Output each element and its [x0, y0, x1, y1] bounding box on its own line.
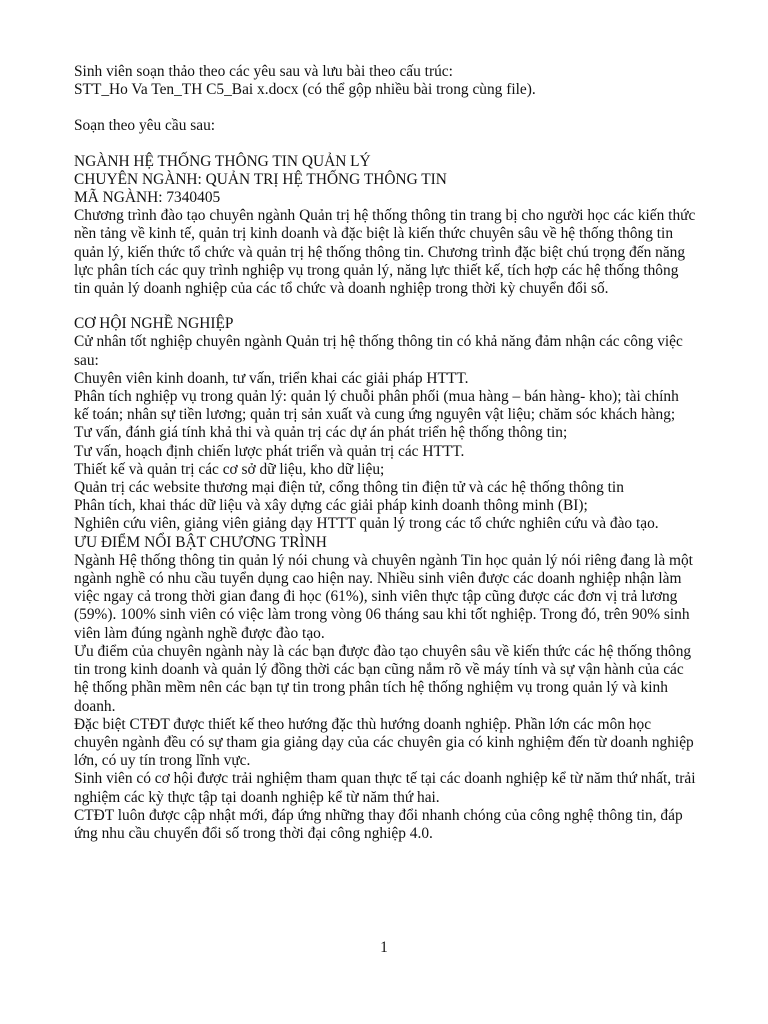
document-body [74, 63, 696, 843]
highlight-paragraph: Đặc biệt CTĐT được thiết kế theo hướng đặc thù hướng doanh nghiệp. Phần lớn các môn học chuyên ngành đều có sự tham gia giảng dạy của các chuyên gia có kinh nghiệm đến từ doanh nghiệp lớn, có uy tín trong lĩnh vực. [74, 715, 694, 770]
career-item: Tư vấn, đánh giá tính khả thi và quản trị các dự án phát triển hệ thống thông tin; [74, 424, 568, 442]
careers-intro: Cử nhân tốt nghiệp chuyên ngành Quản trị hệ thống thông tin có khả năng đảm nhận các công việc sau: [74, 333, 683, 369]
career-item: Nghiên cứu viên, giảng viên giảng dạy HTTT quản lý trong các tổ chức nghiên cứu và đào tạo. [74, 515, 659, 533]
major-code: MÃ NGÀNH: 7340405 [74, 189, 221, 207]
blank-line [74, 136, 696, 153]
career-item: Phân tích, khai thác dữ liệu và xây dựng các giải pháp kinh doanh thông minh (BI); [74, 497, 588, 515]
career-item: Thiết kế và quản trị các cơ sở dữ liệu, kho dữ liệu; [74, 460, 385, 478]
blank-line [74, 99, 696, 117]
careers-heading: CƠ HỘI NGHỀ NGHIỆP [74, 315, 234, 333]
intro-line-1: Sinh viên soạn thảo theo các yêu sau và lưu bài theo cấu trúc: [74, 63, 453, 80]
highlight-paragraph: Ngành Hệ thống thông tin quản lý nói chung và chuyên ngành Tin học quản lý nói riêng đang là một ngành nghề có nhu cầu tuyển dụng cao hiện nay. Nhiều sinh viên được các doanh nghiệp nhận làm việc ngay cả trong thời gian đang đi học (61%), sinh viên thực tập cũng được các đơn vị trả lương (59%). 100% sinh viên có việc làm trong vòng 06 tháng sau khi tốt nghiệp. Trong đó, trên 90% sinh viên làm đúng ngành nghề được đào tạo. [74, 551, 693, 642]
highlight-paragraph: Sinh viên có cơ hội được trải nghiệm tham quan thực tế tại các doanh nghiệp kể từ năm thứ nhất, trải nghiệm các kỳ thực tập tại doanh nghiệp kể từ năm thứ hai. [74, 770, 696, 806]
career-item: Tư vấn, hoạch định chiến lược phát triển và quản trị các HTTT. [74, 442, 465, 460]
blank-line [74, 298, 696, 315]
highlight-paragraph: CTĐT luôn được cập nhật mới, đáp ứng những thay đổi nhanh chóng của công nghệ thông tin, đáp ứng nhu cầu chuyển đổi số trong thời đại công nghiệp 4.0. [74, 806, 683, 842]
career-item: kế toán; nhân sự tiền lương; quản trị sản xuất và cung ứng nguyên vật liệu; chăm sóc khách hàng; [74, 406, 676, 424]
career-item: Phân tích nghiệp vụ trong quản lý: quản lý chuỗi phân phối (mua hàng – bán hàng- kho); tài chính [74, 388, 679, 406]
career-item: Chuyên viên kinh doanh, tư vấn, triển khai các giải pháp HTTT. [74, 369, 469, 387]
specialization-title: CHUYÊN NGÀNH: QUẢN TRỊ HỆ THỐNG THÔNG TIN [74, 170, 447, 188]
page-number: 1 [380, 939, 388, 956]
highlights-heading: ƯU ĐIỂM NỔI BẬT CHƯƠNG TRÌNH [74, 533, 327, 551]
instruction-line: Soạn theo yêu cầu sau: [74, 117, 216, 135]
highlight-paragraph: Ưu điểm của chuyên ngành này là các bạn được đào tạo chuyên sâu về kiến thức các hệ thống thông tin trong kinh doanh và quản lý đồng thời các bạn cũng nắm rõ về máy tính và sự vận hành của các hệ thống phần mềm nên các bạn tự tin trong phân tích hệ thống nghiệm vụ trong quản lý và kinh doanh. [74, 642, 692, 715]
program-description: Chương trình đào tạo chuyên ngành Quản trị hệ thống thông tin trang bị cho người học các kiến thức nền tảng về kinh tế, quản trị kinh doanh và đặc biệt là kiến thức chuyên sâu về hệ thống thông tin quản lý, kiến thức tổ chức và quản trị hệ thống thông tin. Chương trình đặc biệt chú trọng đến năng lực phân tích các quy trình nghiệp vụ trong quản lý, năng lực thiết kế, tích hợp các hệ thống thông tin quản lý doanh nghiệp của các tổ chức và doanh nghiệp trong thời kỳ chuyển đổi số. [74, 207, 696, 298]
intro-line-2: STT_Ho Va Ten_TH C5_Bai x.docx (có thể gộp nhiều bài trong cùng file). [74, 81, 536, 99]
major-title: NGÀNH HỆ THỐNG THÔNG TIN QUẢN LÝ [74, 152, 371, 170]
career-item: Quản trị các website thương mại điện tử, cổng thông tin điện tử và các hệ thống thông tin [74, 479, 624, 497]
